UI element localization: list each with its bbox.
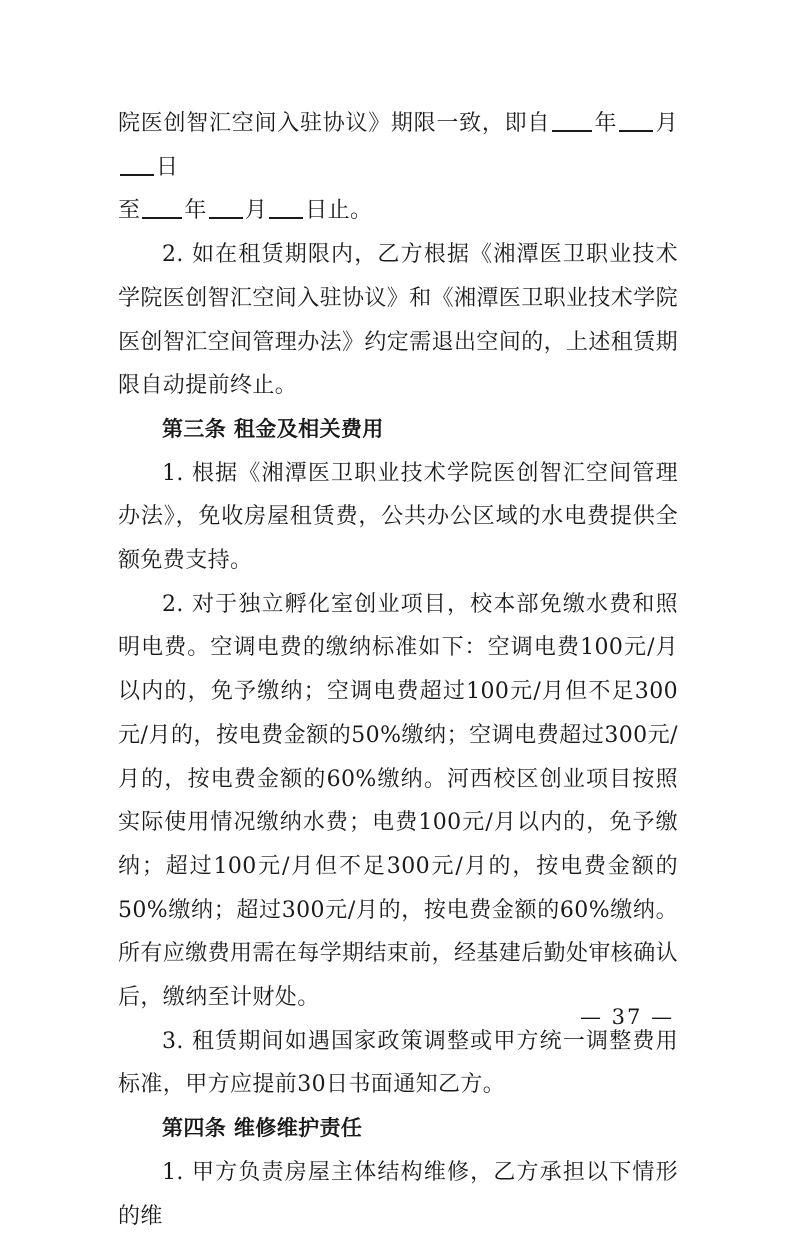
article-3-heading: 第三条 租金及相关费用 xyxy=(162,416,384,441)
early-termination-paragraph: 2. 如在租赁期限内，乙方根据《湘潭医卫职业技术学院医创智汇空间入驻协议》和《湘潭医卫职业技术学院医创智汇空间管理办法》约定需退出空间的，上述租赁期限自动提前终止。 xyxy=(118,242,679,399)
article-4-heading: 第四条 维修维护责任 xyxy=(162,1116,363,1141)
until-label: 至 xyxy=(118,198,141,224)
term-period-paragraph xyxy=(118,102,678,233)
document-body xyxy=(118,102,678,1238)
blank-day-start xyxy=(120,152,154,176)
blank-year-end xyxy=(142,195,182,219)
page-number: — 37 — xyxy=(580,1005,675,1029)
maintenance-paragraph: 1. 甲方负责房屋主体结构维修，乙方承担以下情形的维 xyxy=(118,1159,678,1229)
blank-month-end xyxy=(209,195,243,219)
month-label: 月 xyxy=(655,111,678,136)
rent-exemption-paragraph: 1. 根据《湘潭医卫职业技术学院医创智汇空间管理办法》，免收房屋租赁费，公共办公区域的水电费提供全额免费支持。 xyxy=(118,460,678,574)
blank-month-start xyxy=(619,108,653,132)
utility-fee-paragraph: 2. 对于独立孵化室创业项目，校本部免缴水费和照明电费。空调电费的缴纳标准如下：空调电费100元/月以内的，免予缴纳；空调电费超过100元/月但不足300元/月的，按电费金额的50%缴纳；空调电费超过300元/月的，按电费金额的60%缴纳。河西校区创业项目按照实际使用情况缴纳水费；电费100元/月以内的，免予缴纳；超过100元/月但不足300元/月的，按电费金额的50%缴纳；超过300元/月的，按电费金额的60%缴纳。所有应缴费用需在每学期结束前，经基建后勤处审核确认后，缴纳至计财处。 xyxy=(118,591,679,1011)
day-label: 日 xyxy=(156,154,179,180)
fee-adjustment-paragraph: 3. 租赁期间如遇国家政策调整或甲方统一调整费用标准，甲方应提前30日书面通知乙方。 xyxy=(118,1028,678,1098)
blank-year-start xyxy=(552,108,592,132)
month-label-end: 月 xyxy=(244,198,268,224)
year-label: 年 xyxy=(594,111,618,136)
year-label-end: 年 xyxy=(184,198,207,224)
term-period-text: 院医创智汇空间入驻协议》期限一致，即自 xyxy=(118,111,551,136)
day-label-end: 日止。 xyxy=(305,198,373,224)
blank-day-end xyxy=(269,195,303,219)
